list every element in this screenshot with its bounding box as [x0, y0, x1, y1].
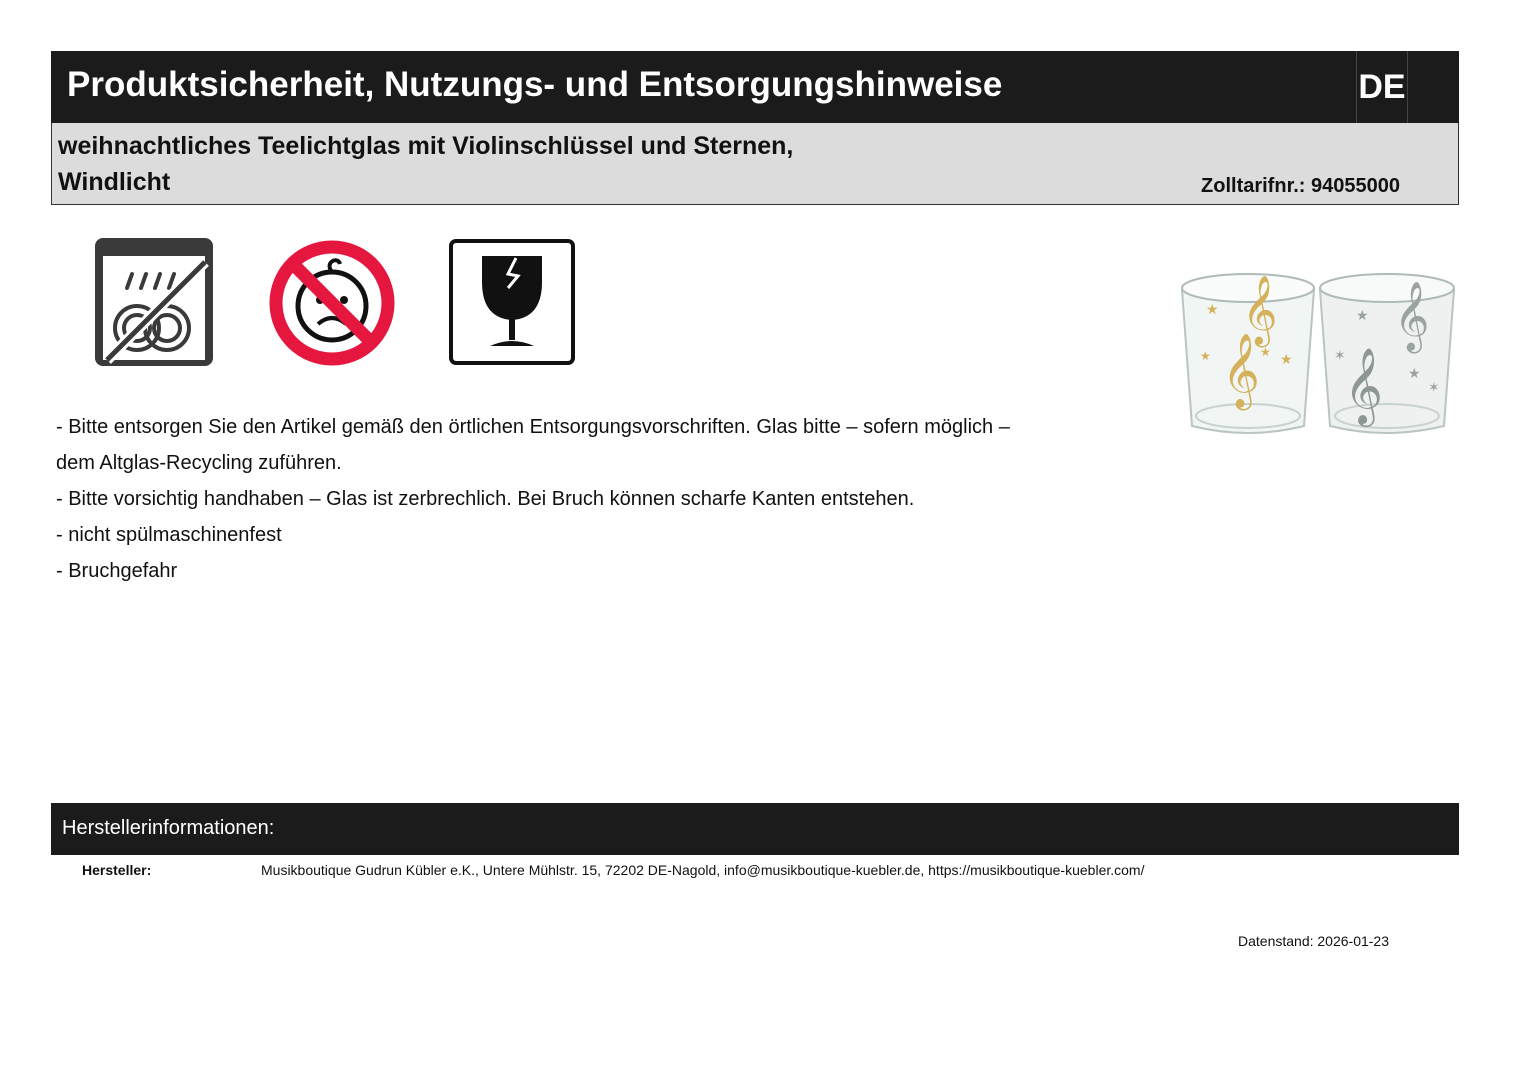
safety-notes [56, 409, 1016, 589]
svg-text:★: ★ [1408, 366, 1421, 382]
data-date: Datenstand: 2026-01-23 [1238, 933, 1389, 949]
svg-text:★: ★ [1260, 345, 1271, 359]
svg-text:★: ★ [1280, 352, 1293, 368]
document-title: Produktsicherheit, Nutzungs- und Entsorgungshinweise [67, 65, 1003, 104]
svg-text:✶: ✶ [1428, 380, 1440, 396]
manufacturer-details: Musikboutique Gudrun Kübler e.K., Untere Mühlstr. 15, 72202 DE-Nagold, info@musikboutique-kuebler.de, https://musikboutique-kuebler.com/ [261, 862, 1145, 878]
svg-text:✶: ✶ [1334, 348, 1346, 364]
language-code: DE [1358, 68, 1406, 106]
silver-tealight-glass [1320, 274, 1454, 433]
product-name: weihnachtliches Teelichtglas mit Violinschlüssel und Sternen, Windlicht [58, 132, 794, 196]
manufacturer-section-header [51, 803, 1459, 855]
svg-text:𝄞: 𝄞 [1222, 334, 1260, 408]
svg-text:★: ★ [1206, 302, 1219, 318]
product-header [51, 123, 1459, 205]
gold-tealight-glass [1182, 274, 1314, 433]
manufacturer-section-title: Herstellerinformationen: [62, 817, 275, 839]
note-handling: - Bitte vorsichtig handhaben – Glas ist zerbrechlich. Bei Bruch können scharfe Kanten entstehen. [56, 488, 915, 510]
note-disposal: - Bitte entsorgen Sie den Artikel gemäß den örtlichen Entsorgungsvorschriften. Glas bitte – sofern möglich – dem Altglas-Recycling zuführen. [56, 416, 1010, 474]
note-dishwasher: - nicht spülmaschinenfest [56, 524, 282, 546]
svg-text:𝄞: 𝄞 [1344, 347, 1384, 424]
product-photo [1176, 268, 1458, 440]
note-breakage: - Bruchgefahr [56, 560, 178, 582]
not-for-children-icon [266, 238, 398, 368]
svg-text:𝄞: 𝄞 [1394, 281, 1430, 351]
manufacturer-label: Hersteller: [82, 862, 152, 878]
language-badge [1356, 51, 1408, 123]
not-dishwasher-safe-icon [93, 236, 215, 368]
svg-text:★: ★ [1200, 349, 1211, 363]
document-header [51, 51, 1459, 123]
fragile-glass-icon [448, 238, 576, 366]
customs-tariff-number: Zolltarifnr.: 94055000 [1201, 175, 1400, 197]
svg-text:𝄞: 𝄞 [1242, 275, 1278, 345]
svg-text:★: ★ [1356, 308, 1369, 324]
